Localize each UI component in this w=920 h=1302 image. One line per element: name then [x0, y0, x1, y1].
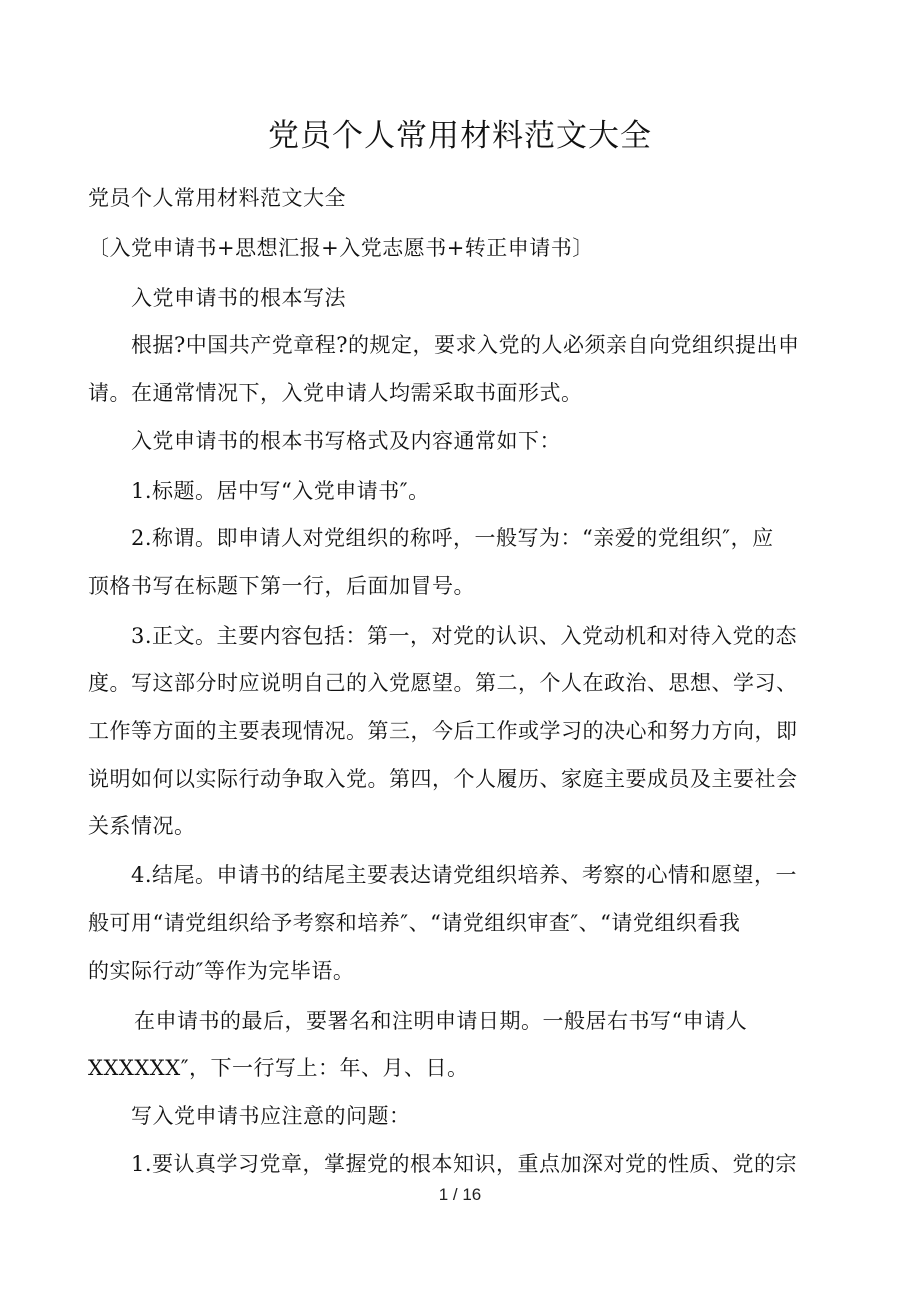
document-title: 党员个人常用材料范文大全 — [268, 118, 652, 154]
paragraph-line: 顶格书写在标题下第一行，后面加冒号。 — [88, 574, 475, 598]
page-number: 1 / 16 — [438, 1185, 482, 1204]
paragraph-line: 根据?中国共产党章程?的规定，要求入党的人必须亲自向党组织提出申 — [131, 333, 800, 357]
paragraph-line: 度。写这部分时应说明自己的入党愿望。第二，个人在政治、思想、学习、 — [88, 671, 798, 695]
list-item: 3.正文。主要内容包括：第一，对党的认识、入党动机和对待入党的态 — [131, 624, 798, 648]
list-item: 1.标题。居中写“入党申请书″。 — [131, 479, 430, 503]
paragraph-line: 〔入党申请书+思想汇报+入党志愿书+转正申请书〕 — [88, 236, 594, 260]
paragraph-line: 入党申请书的根本书写格式及内容通常如下： — [131, 429, 561, 453]
paragraph-line: 工作等方面的主要表现情况。第三，今后工作或学习的决心和努力方向，即 — [88, 719, 798, 743]
section-heading: 入党申请书的根本写法 — [131, 286, 346, 310]
paragraph-line: 的实际行动″等作为完毕语。 — [88, 959, 355, 983]
paragraph-line: 说明如何以实际行动争取入党。第四，个人履历、家庭主要成员及主要社会 — [88, 767, 798, 791]
paragraph-line: 请。在通常情况下，入党申请人均需采取书面形式。 — [88, 381, 583, 405]
paragraph-line: 党员个人常用材料范文大全 — [88, 186, 346, 210]
paragraph-line: XXXXXX″，下一行写上：年、月、日。 — [88, 1056, 469, 1080]
list-item: 1.要认真学习党章，掌握党的根本知识，重点加深对党的性质、党的宗 — [131, 1152, 798, 1176]
paragraph-line: 在申请书的最后，要署名和注明申请日期。一般居右书写“申请人 — [134, 1009, 748, 1033]
paragraph-line: 关系情况。 — [88, 814, 196, 838]
list-item: 2.称谓。即申请人对党组织的称呼，一般写为：“亲爱的党组织″，应 — [131, 526, 774, 550]
list-item: 4.结尾。申请书的结尾主要表达请党组织培养、考察的心情和愿望，一 — [131, 863, 798, 887]
paragraph-line: 写入党申请书应注意的问题： — [131, 1104, 411, 1128]
paragraph-line: 般可用“请党组织给予考察和培养″、“请党组织审查″、“请党组织看我 — [88, 911, 741, 935]
